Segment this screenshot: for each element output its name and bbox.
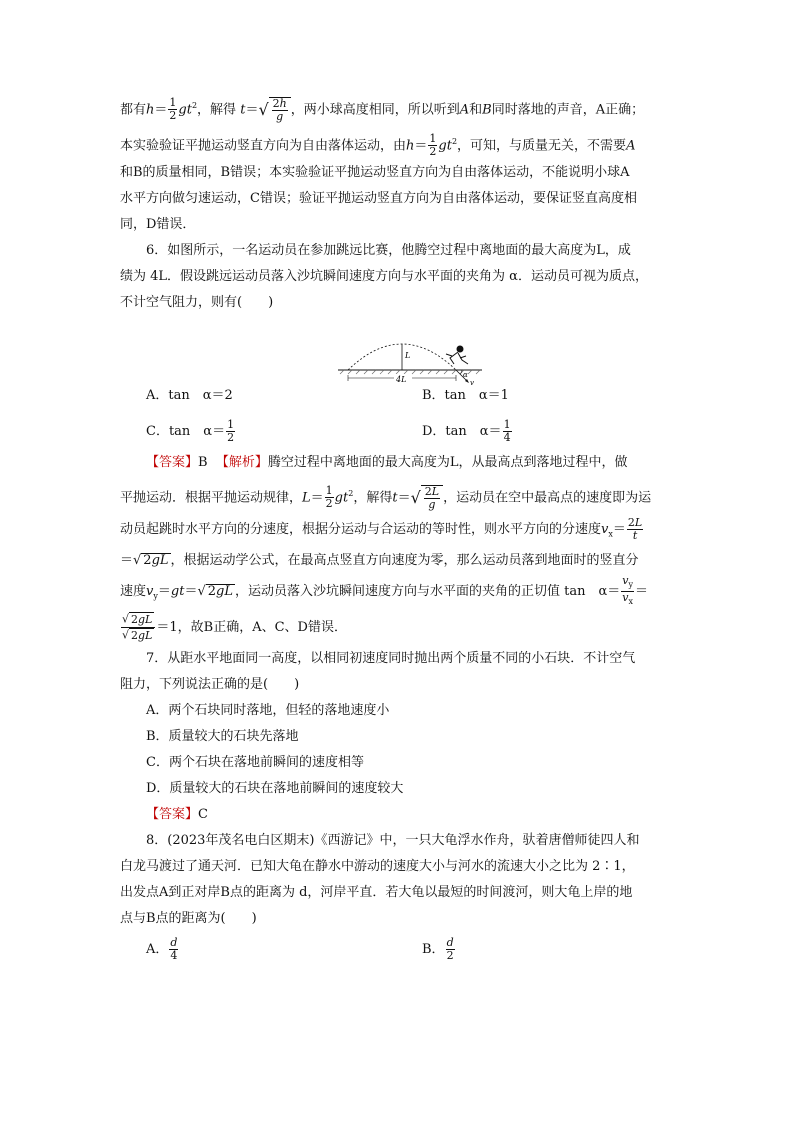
q8-stem-3: 出发点A到正对岸B点的距离为 d，河岸平直．若大龟以最短的时间渡河，则大龟上岸的地 [120,885,633,900]
q6-option-c: C．tan α＝ $\frac{1}{2}$ [146,418,235,444]
q7-option-a: A．两个石块同时落地，但轻的落地速度小 [146,703,390,718]
text: 本实验验证平抛运动竖直方向为自由落体运动，由 [120,138,407,154]
q8-stem-4: 点与B点的距离为( ) [120,911,257,926]
q6-stem-3: 不计空气阻力，则有( ) [120,295,274,310]
p5-line3: 和B的质量相同，B错误；本实验验证平抛运动竖直方向为自由落体运动，不能说明小球A [120,165,630,180]
q6-options-row2 [120,414,680,450]
q6-analysis-2: 平抛运动．根据平抛运动规律，L＝ $\frac{1}{2}$ $gt^2$，解得t＝√ $\frac{2L}{g}$ ，运动员在空中最高点的速度即为运 [120,484,652,511]
label-v: v [470,379,474,386]
answer-value: C [198,807,208,822]
label-4L: 4L [396,375,407,384]
label-alpha: α [463,371,468,379]
q8-stem-2: 白龙马渡过了通天河．已知大龟在静水中游动的速度大小与河水的流速大小之比为 2∶1， [120,859,635,874]
document-page [120,88,680,968]
answer-value: B [198,455,208,470]
p5-line5: 同，D错误． [120,217,196,232]
q7-option-c: C．两个石块在落地前瞬间的速度相等 [146,755,364,770]
analysis-tag: 【解析】 [215,455,268,470]
q7-stem-1: 7．从距水平地面同一高度，以相同初速度同时抛出两个质量不同的小石块．不计空气 [146,651,636,666]
q6-stem-2: 绩为 4L．假设跳远运动员落入沙坑瞬间速度方向与水平面的夹角为 α．运动员可视为质点， [120,269,648,284]
q8-options-row1 [120,932,680,968]
long-jump-figure [336,336,486,386]
q8-option-a: A． $\frac{d}{4}$ [146,936,178,962]
q7-stem-2: 阻力，下列说法正确的是( ) [120,677,300,692]
text: ，两小球高度相同，所以听到 [290,102,460,118]
p5-line1: 都有h＝ $\frac{1}{2}$ $gt^2$，解得 t＝√ $\frac{2h}{g}$ ，两小球高度相同，所以听到A和B同时落地的声音，A正确； [120,96,645,123]
q6-analysis-3: 动员起跳时水平方向的分速度，根据分运动与合运动的等时性，则水平方向的分速度$v_x=$ $\frac{2L}{t}$ [120,516,643,542]
q7-option-d: D．质量较大的石块在落地前瞬间的速度较大 [146,781,404,796]
answer-tag: 【答案】 [146,807,199,822]
jumper-icon [446,346,468,364]
label-L: L [405,351,411,360]
p5-line2: 本实验验证平抛运动竖直方向为自由落体运动，由h＝ $\frac{1}{2}$ $gt^2$，可知，与质量无关，不需要A [120,132,636,159]
text: 都有 [120,102,147,118]
q6-option-d: D．tan α＝ $\frac{1}{4}$ [422,418,511,444]
q6-analysis-5: 速度$v_y=gt=√$ 2gL ，运动员落入沙坑瞬间速度方向与水平面的夹角的正切值 tan α＝ $\frac{v_y}{v_x}$ ＝ [120,573,649,607]
q6-answer [120,450,680,476]
q6-analysis-4: ＝√ 2gL ，根据运动学公式，在最高点竖直方向速度为零，那么运动员落到地面时的竖直分 [120,553,639,568]
q6-analysis-6: $\frac{√ 2gL}{√ 2gL}$ ＝1，故B正确，A、C、D错误． [122,612,347,642]
text: 腾空过程中离地面的最大高度为L，从最高点到落地过程中，做 [267,455,628,470]
q6-option-b: B．tan α＝1 [422,388,509,403]
q6-option-a: A．tan α＝2 [146,388,233,403]
answer-tag: 【答案】 [146,455,199,470]
p5-line4: 水平方向做匀速运动，C错误；验证平抛运动竖直方向为自由落体运动，要保证竖直高度相 [120,191,637,206]
q6-stem-1: 6．如图所示，一名运动员在参加跳远比赛，他腾空过程中离地面的最大高度为L，成 [146,243,631,258]
text: ，可知，与质量无关，不需要 [457,138,627,154]
text: 同时落地的声音，A正确； [491,102,645,118]
text: ，解得 [197,102,237,118]
q8-option-b: B． $\frac{d}{2}$ [422,936,454,962]
q7-option-b: B．质量较大的石块先落地 [146,729,299,744]
text: 和 [469,102,483,118]
q8-stem-1: 8．(2023年茂名电白区期末)《西游记》中，一只大龟浮水作舟，驮着唐僧师徒四人和 [146,833,640,848]
q7-answer [120,802,680,828]
